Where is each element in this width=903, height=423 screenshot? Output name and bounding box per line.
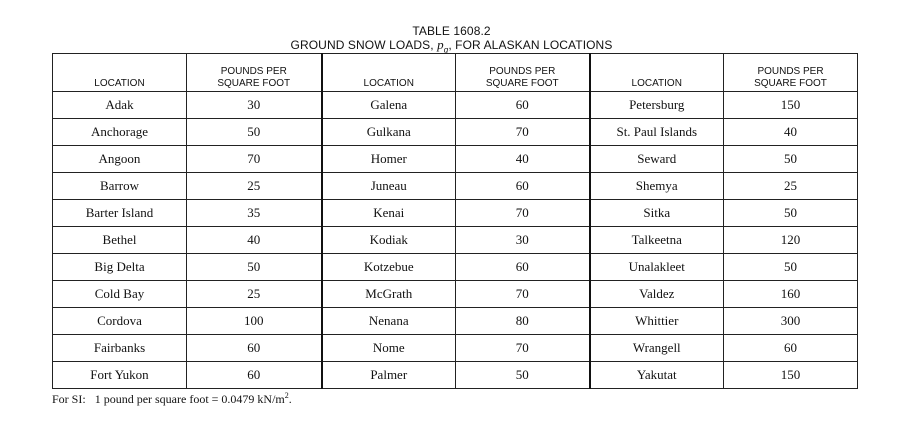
header-location: LOCATION — [53, 54, 187, 92]
location-cell: Sitka — [590, 200, 724, 227]
location-cell: Fairbanks — [53, 335, 187, 362]
snow-load-cell: 60 — [187, 362, 322, 389]
location-cell: Barrow — [53, 173, 187, 200]
header-pounds-line1: POUNDS PER — [757, 66, 824, 77]
symbol-subscript: g — [443, 45, 449, 55]
location-cell: Anchorage — [53, 119, 187, 146]
location-cell: Big Delta — [53, 254, 187, 281]
location-cell: Gulkana — [322, 119, 456, 146]
footnote-text: 1 pound per square foot = 0.0479 kN/m — [94, 392, 285, 406]
table-row — [53, 146, 858, 173]
snow-load-cell: 70 — [456, 119, 590, 146]
snow-load-cell: 40 — [724, 119, 858, 146]
location-cell: Valdez — [590, 281, 724, 308]
snow-load-cell: 25 — [187, 173, 322, 200]
snow-load-cell: 120 — [724, 227, 858, 254]
location-cell: Seward — [590, 146, 724, 173]
footnote-sup: 2 — [284, 391, 289, 400]
table-row — [53, 227, 858, 254]
table-row — [53, 173, 858, 200]
location-cell: Homer — [322, 146, 456, 173]
location-cell: Fort Yukon — [53, 362, 187, 389]
location-cell: Nome — [322, 335, 456, 362]
snow-load-cell: 60 — [456, 254, 590, 281]
snow-load-cell: 70 — [456, 281, 590, 308]
snow-load-cell: 70 — [456, 200, 590, 227]
symbol-p: p — [437, 37, 444, 52]
table-row — [53, 281, 858, 308]
snow-load-cell: 80 — [456, 308, 590, 335]
table-body — [53, 92, 858, 389]
location-cell: Yakutat — [590, 362, 724, 389]
snow-load-cell: 60 — [456, 92, 590, 119]
location-cell: St. Paul Islands — [590, 119, 724, 146]
location-cell: Palmer — [322, 362, 456, 389]
snow-load-cell: 25 — [724, 173, 858, 200]
location-cell: Whittier — [590, 308, 724, 335]
snow-load-cell: 40 — [456, 146, 590, 173]
snow-load-cell: 50 — [724, 146, 858, 173]
location-cell: Adak — [53, 92, 187, 119]
location-cell: Cold Bay — [53, 281, 187, 308]
snow-load-cell: 35 — [187, 200, 322, 227]
header-location: LOCATION — [590, 54, 724, 92]
location-cell: Wrangell — [590, 335, 724, 362]
location-cell: Unalakleet — [590, 254, 724, 281]
location-cell: Kenai — [322, 200, 456, 227]
snow-load-cell: 160 — [724, 281, 858, 308]
snow-load-cell: 30 — [187, 92, 322, 119]
snow-load-table — [52, 53, 858, 389]
table-row — [53, 254, 858, 281]
location-cell: Kodiak — [322, 227, 456, 254]
location-cell: Bethel — [53, 227, 187, 254]
location-cell: McGrath — [322, 281, 456, 308]
snow-load-cell: 150 — [724, 362, 858, 389]
table-row — [53, 200, 858, 227]
caption-suffix: , FOR ALASKAN LOCATIONS — [448, 38, 613, 52]
footnote-end: . — [288, 392, 292, 406]
header-pounds — [187, 54, 322, 92]
table-row — [53, 335, 858, 362]
location-cell: Kotzebue — [322, 254, 456, 281]
header-pounds-line1: POUNDS PER — [489, 66, 556, 77]
header-pounds-line2: SQUARE FOOT — [754, 78, 827, 89]
location-cell: Petersburg — [590, 92, 724, 119]
table-row — [53, 308, 858, 335]
table-row — [53, 92, 858, 119]
header-pounds — [456, 54, 590, 92]
snow-load-cell: 60 — [187, 335, 322, 362]
snow-load-cell: 60 — [724, 335, 858, 362]
header-pounds-line2: SQUARE FOOT — [217, 78, 291, 89]
location-cell: Barter Island — [53, 200, 187, 227]
header-row — [53, 54, 858, 92]
snow-load-cell: 60 — [456, 173, 590, 200]
location-cell: Juneau — [322, 173, 456, 200]
location-cell: Angoon — [53, 146, 187, 173]
header-location: LOCATION — [322, 54, 456, 92]
snow-load-cell: 70 — [187, 146, 322, 173]
footnote-prefix: For SI: — [52, 392, 86, 406]
si-footnote — [52, 391, 292, 407]
location-cell: Galena — [322, 92, 456, 119]
snow-load-cell: 50 — [724, 254, 858, 281]
snow-load-cell: 150 — [724, 92, 858, 119]
snow-load-cell: 100 — [187, 308, 322, 335]
snow-load-cell: 25 — [187, 281, 322, 308]
caption-prefix: GROUND SNOW LOADS, — [290, 38, 434, 52]
location-cell: Cordova — [53, 308, 187, 335]
snow-load-cell: 50 — [187, 119, 322, 146]
snow-load-cell: 50 — [456, 362, 590, 389]
table-number: TABLE 1608.2 — [412, 24, 491, 38]
header-pounds-line1: POUNDS PER — [220, 66, 287, 77]
location-cell: Talkeetna — [590, 227, 724, 254]
header-pounds — [724, 54, 858, 92]
snow-load-cell: 300 — [724, 308, 858, 335]
location-cell: Nenana — [322, 308, 456, 335]
header-pounds-line2: SQUARE FOOT — [485, 78, 559, 89]
table-row — [53, 119, 858, 146]
snow-load-cell: 30 — [456, 227, 590, 254]
snow-load-cell: 50 — [187, 254, 322, 281]
snow-load-cell: 70 — [456, 335, 590, 362]
snow-load-cell: 40 — [187, 227, 322, 254]
snow-load-symbol — [437, 37, 449, 55]
table-row — [53, 362, 858, 389]
location-cell: Shemya — [590, 173, 724, 200]
snow-load-cell: 50 — [724, 200, 858, 227]
